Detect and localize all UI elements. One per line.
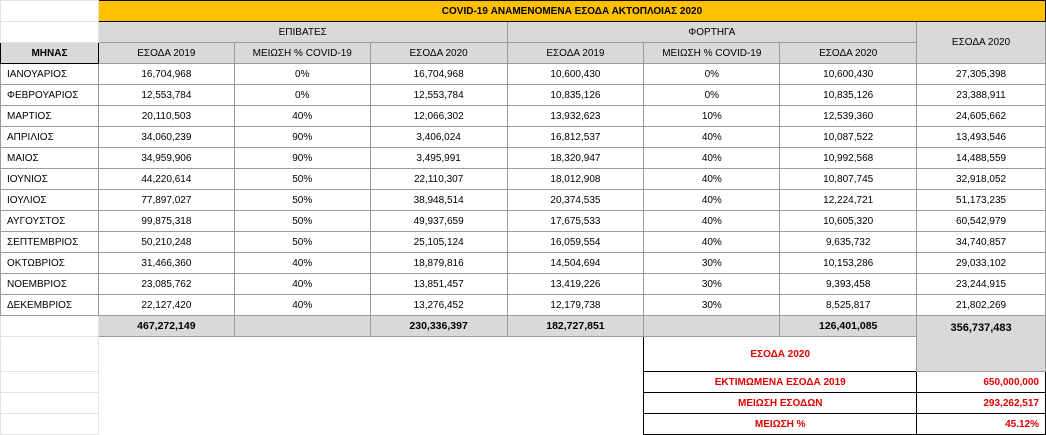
passengers-2020-cell: 3,495,991 [370, 148, 507, 169]
table-row [1, 64, 1046, 85]
passengers-reduction-cell: 50% [234, 232, 370, 253]
table-row [1, 211, 1046, 232]
passengers-2020-cell: 12,066,302 [370, 106, 507, 127]
table-row [1, 169, 1046, 190]
header-month: ΜΗΝΑΣ [1, 43, 99, 64]
blank-cell [234, 337, 370, 372]
passengers-2020-cell: 18,879,816 [370, 253, 507, 274]
freight-reduction-cell: 40% [644, 127, 780, 148]
blank-cell [1, 414, 99, 435]
total-2020-cell: 24,605,662 [917, 106, 1046, 127]
freight-reduction-cell: 30% [644, 253, 780, 274]
total-passengers-2020: 230,336,397 [370, 316, 507, 337]
blank-cell [1, 337, 99, 372]
header-passengers-reduction: ΜΕΙΩΣΗ % COVID-19 [234, 43, 370, 64]
freight-2019-cell: 12,179,738 [507, 295, 644, 316]
passengers-2020-cell: 13,851,457 [370, 274, 507, 295]
freight-reduction-cell: 30% [644, 295, 780, 316]
total-freight-2019: 182,727,851 [507, 316, 644, 337]
blank-cell [98, 372, 234, 393]
blank-cell [507, 372, 644, 393]
passengers-2019-cell: 99,875,318 [98, 211, 234, 232]
passengers-2019-cell: 22,127,420 [98, 295, 234, 316]
summary-percent-value: 45.12% [917, 414, 1046, 435]
freight-2019-cell: 14,504,694 [507, 253, 644, 274]
passengers-2020-cell: 16,704,968 [370, 64, 507, 85]
month-cell: ΑΠΡΙΛΙΟΣ [1, 127, 99, 148]
month-cell: ΝΟΕΜΒΡΙΟΣ [1, 274, 99, 295]
blank-cell [507, 414, 644, 435]
passengers-reduction-cell: 90% [234, 148, 370, 169]
blank-cell [370, 414, 507, 435]
passengers-2020-cell: 22,110,307 [370, 169, 507, 190]
table-row [1, 253, 1046, 274]
sheet-title: COVID-19 ΑΝΑΜΕΝΟΜΕΝΑ ΕΣΟΔΑ ΑΚΤΟΠΛΟΙΑΣ 2020 [98, 1, 1045, 22]
passengers-2019-cell: 34,060,239 [98, 127, 234, 148]
total-2020-cell: 14,488,559 [917, 148, 1046, 169]
total-2020-cell: 21,802,269 [917, 295, 1046, 316]
passengers-reduction-cell: 50% [234, 190, 370, 211]
total-empty-cell [234, 316, 370, 337]
grand-total-value: 356,737,483 [917, 316, 1046, 372]
data-rows [1, 64, 1046, 316]
month-cell: ΙΟΥΛΙΟΣ [1, 190, 99, 211]
freight-2020-cell: 8,525,817 [780, 295, 917, 316]
group-header-passengers: ΕΠΙΒΑΤΕΣ [98, 22, 507, 43]
passengers-2019-cell: 16,704,968 [98, 64, 234, 85]
blank-cell [98, 337, 234, 372]
total-passengers-2019: 467,272,149 [98, 316, 234, 337]
table-row [1, 106, 1046, 127]
passengers-reduction-cell: 40% [234, 295, 370, 316]
header-freight-2020: ΕΣΟΔΑ 2020 [780, 43, 917, 64]
passengers-2020-cell: 12,553,784 [370, 85, 507, 106]
freight-reduction-cell: 40% [644, 190, 780, 211]
passengers-reduction-cell: 0% [234, 64, 370, 85]
blank-cell [234, 414, 370, 435]
total-2020-cell: 29,033,102 [917, 253, 1046, 274]
group-header-freight: ΦΟΡΤΗΓΑ [507, 22, 917, 43]
freight-2019-cell: 16,059,554 [507, 232, 644, 253]
blank-cell [1, 1, 99, 22]
passengers-2020-cell: 49,937,659 [370, 211, 507, 232]
month-cell: ΜΑΙΟΣ [1, 148, 99, 169]
freight-2019-cell: 18,320,947 [507, 148, 644, 169]
table-row [1, 274, 1046, 295]
table-row [1, 127, 1046, 148]
total-2020-cell: 27,305,398 [917, 64, 1046, 85]
freight-reduction-cell: 0% [644, 85, 780, 106]
freight-reduction-cell: 0% [644, 64, 780, 85]
passengers-2019-cell: 77,897,027 [98, 190, 234, 211]
blank-cell [1, 22, 99, 43]
month-cell: ΑΥΓΟΥΣΤΟΣ [1, 211, 99, 232]
freight-2019-cell: 18,012,908 [507, 169, 644, 190]
passengers-2020-cell: 25,105,124 [370, 232, 507, 253]
blank-cell [507, 393, 644, 414]
passengers-reduction-cell: 90% [234, 127, 370, 148]
month-cell: ΜΑΡΤΙΟΣ [1, 106, 99, 127]
passengers-2019-cell: 23,085,762 [98, 274, 234, 295]
month-cell: ΦΕΒΡΟΥΑΡΙΟΣ [1, 85, 99, 106]
freight-2020-cell: 10,153,286 [780, 253, 917, 274]
blank-cell [1, 372, 99, 393]
freight-2019-cell: 17,675,533 [507, 211, 644, 232]
header-freight-2019: ΕΣΟΔΑ 2019 [507, 43, 644, 64]
freight-2019-cell: 20,374,535 [507, 190, 644, 211]
passengers-reduction-cell: 50% [234, 211, 370, 232]
passengers-reduction-cell: 0% [234, 85, 370, 106]
header-passengers-2019: ΕΣΟΔΑ 2019 [98, 43, 234, 64]
table-row [1, 190, 1046, 211]
total-freight-2020: 126,401,085 [780, 316, 917, 337]
passengers-2019-cell: 34,959,906 [98, 148, 234, 169]
passengers-2019-cell: 50,210,248 [98, 232, 234, 253]
header-total-2020: ΕΣΟΔΑ 2020 [917, 22, 1046, 64]
summary-loss-value: 293,262,517 [917, 393, 1046, 414]
table-row [1, 148, 1046, 169]
blank-cell [370, 393, 507, 414]
passengers-2019-cell: 20,110,503 [98, 106, 234, 127]
header-passengers-2020: ΕΣΟΔΑ 2020 [370, 43, 507, 64]
month-cell: ΔΕΚΕΜΒΡΙΟΣ [1, 295, 99, 316]
blank-cell [507, 337, 644, 372]
header-freight-reduction: ΜΕΙΩΣΗ % COVID-19 [644, 43, 780, 64]
freight-2020-cell: 10,605,320 [780, 211, 917, 232]
freight-2019-cell: 10,835,126 [507, 85, 644, 106]
blank-cell [234, 393, 370, 414]
passengers-reduction-cell: 50% [234, 169, 370, 190]
freight-2019-cell: 13,419,226 [507, 274, 644, 295]
summary-estimated-2019-value: 650,000,000 [917, 372, 1046, 393]
freight-2020-cell: 12,224,721 [780, 190, 917, 211]
freight-2020-cell: 10,087,522 [780, 127, 917, 148]
freight-2020-cell: 12,539,360 [780, 106, 917, 127]
freight-reduction-cell: 40% [644, 169, 780, 190]
blank-cell [1, 393, 99, 414]
freight-2019-cell: 10,600,430 [507, 64, 644, 85]
total-2020-cell: 34,740,857 [917, 232, 1046, 253]
freight-reduction-cell: 10% [644, 106, 780, 127]
month-cell: ΟΚΤΩΒΡΙΟΣ [1, 253, 99, 274]
total-2020-cell: 13,493,546 [917, 127, 1046, 148]
month-cell: ΙΑΝΟΥΑΡΙΟΣ [1, 64, 99, 85]
passengers-2019-cell: 12,553,784 [98, 85, 234, 106]
month-cell: ΙΟΥΝΙΟΣ [1, 169, 99, 190]
blank-cell [370, 372, 507, 393]
total-2020-cell: 23,388,911 [917, 85, 1046, 106]
blank-cell [1, 316, 99, 337]
freight-reduction-cell: 40% [644, 211, 780, 232]
freight-2019-cell: 16,812,537 [507, 127, 644, 148]
passengers-2019-cell: 31,466,360 [98, 253, 234, 274]
passengers-2020-cell: 3,406,024 [370, 127, 507, 148]
table-row [1, 232, 1046, 253]
blank-cell [98, 414, 234, 435]
freight-2020-cell: 10,600,430 [780, 64, 917, 85]
total-2020-cell: 23,244,915 [917, 274, 1046, 295]
passengers-2020-cell: 13,276,452 [370, 295, 507, 316]
summary-estimated-2019-label: ΕΚΤΙΜΩΜΕΝΑ ΕΣΟΔΑ 2019 [644, 372, 917, 393]
table-row [1, 295, 1046, 316]
freight-reduction-cell: 30% [644, 274, 780, 295]
freight-2020-cell: 10,835,126 [780, 85, 917, 106]
month-cell: ΣΕΠΤΕΜΒΡΙΟΣ [1, 232, 99, 253]
summary-revenue-2020-label: ΕΣΟΔΑ 2020 [644, 337, 917, 372]
blank-cell [98, 393, 234, 414]
freight-2020-cell: 10,807,745 [780, 169, 917, 190]
total-empty-cell [644, 316, 780, 337]
freight-2020-cell: 9,635,732 [780, 232, 917, 253]
summary-loss-label: ΜΕΙΩΣΗ ΕΣΟΔΩΝ [644, 393, 917, 414]
passengers-2020-cell: 38,948,514 [370, 190, 507, 211]
total-2020-cell: 51,173,235 [917, 190, 1046, 211]
freight-reduction-cell: 40% [644, 232, 780, 253]
blank-cell [370, 337, 507, 372]
passengers-reduction-cell: 40% [234, 106, 370, 127]
freight-2020-cell: 9,393,458 [780, 274, 917, 295]
total-2020-cell: 32,918,052 [917, 169, 1046, 190]
table-row [1, 85, 1046, 106]
blank-cell [234, 372, 370, 393]
passengers-reduction-cell: 40% [234, 253, 370, 274]
summary-percent-label: ΜΕΙΩΣΗ % [644, 414, 917, 435]
total-2020-cell: 60,542,979 [917, 211, 1046, 232]
freight-2020-cell: 10,992,568 [780, 148, 917, 169]
passengers-2019-cell: 44,220,614 [98, 169, 234, 190]
freight-reduction-cell: 40% [644, 148, 780, 169]
freight-2019-cell: 13,932,623 [507, 106, 644, 127]
passengers-reduction-cell: 40% [234, 274, 370, 295]
